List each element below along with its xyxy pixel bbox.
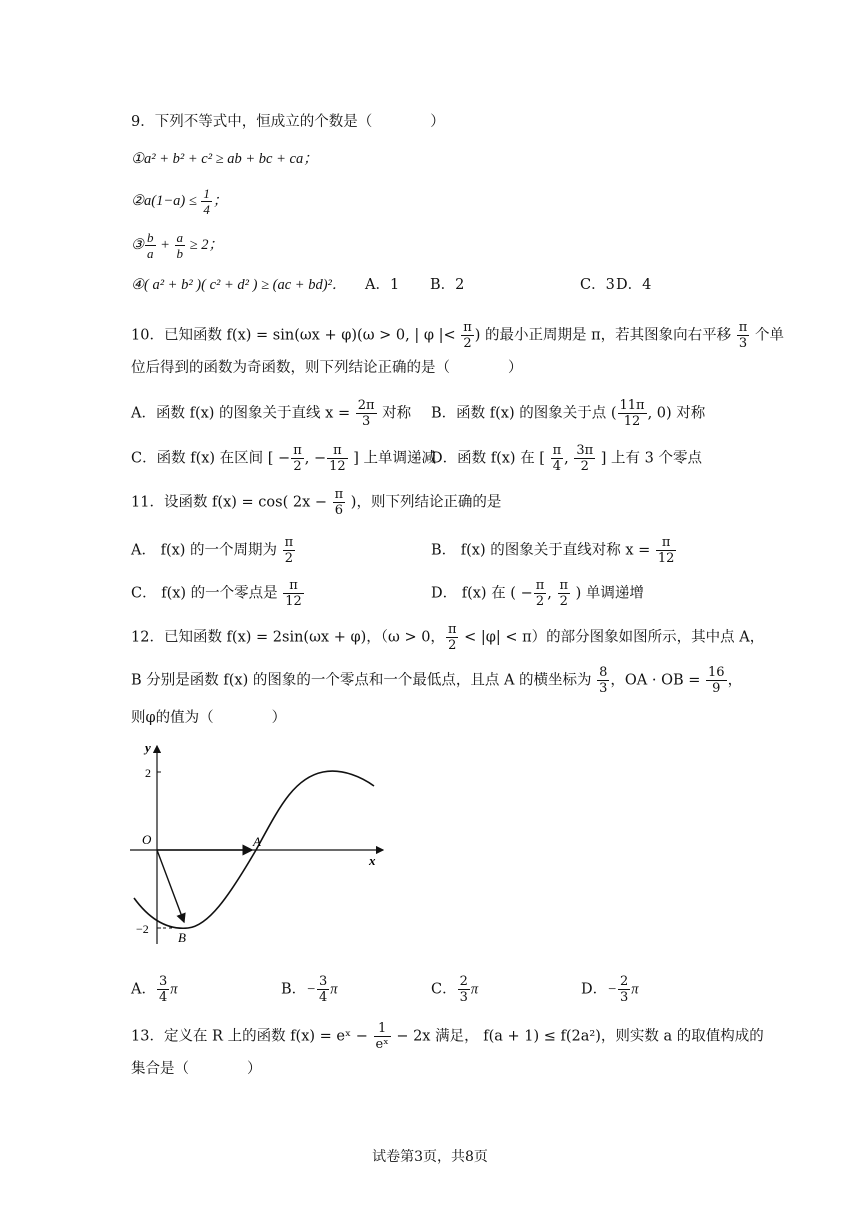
q11-stem: 11．设函数 f(x) = cos( 2x − $\frac{\pi}{6}$ )，则下列结论正确的是 (131, 487, 502, 518)
q10-option-a: A．函数 f(x) 的图象关于直线 x = $\frac{2\pi}{3}$ 对称 (131, 398, 412, 429)
q10-option-b: B．函数 f(x) 的图象关于点 ( $\frac{11\pi}{12}$ , 0) 对称 (431, 398, 706, 429)
q10-stem-line-1: 10．已知函数 f(x) = sin(ωx + φ)(ω > 0, | φ |< $\frac{\pi}{2}$ ) 的最小正周期是 π，若其图象向右平移 $\frac{\pi}{3}$ 个单 (131, 320, 784, 351)
q9-item-1: ①a² + b² + c² ≥ ab + bc + ca； (131, 151, 318, 167)
q12-sine-graph (128, 738, 398, 948)
q12-option-b: B．− $\frac{3}{4}$ π (281, 974, 338, 1005)
q12-stem-line-3: 则φ的值为（ ） (131, 710, 287, 726)
q11-option-b: B． f(x) 的图象关于直线对称 x = $\frac{\pi}{12}$ (431, 535, 675, 566)
q13-stem-line-1: 13．定义在 R 上的函数 f(x) = eˣ − $\frac{1}{\text{eˣ}}$ − 2x 满足， f(a + 1) ≤ f(2a²)，则实数 a 的取值构成的 (131, 1021, 764, 1052)
q12-option-a: A． $\frac{3}{4}$ π (131, 974, 178, 1005)
origin-label: O (142, 832, 152, 847)
q9-item-3: ③ $\frac{b}{a}$ + $\frac{a}{b}$ ≥ 2； (131, 230, 224, 261)
page-footer: 试卷第3页，共8页 (372, 1149, 488, 1165)
q9-stem: 9．下列不等式中，恒成立的个数是（ ） (131, 114, 445, 130)
q13-stem-line-2: 集合是（ ） (131, 1061, 262, 1077)
y-axis-label: y (145, 740, 151, 755)
q12-option-c: C． $\frac{2}{3}$ π (431, 974, 479, 1005)
x-axis-label: x (369, 853, 376, 868)
q11-option-c: C． f(x) 的一个零点是 $\frac{\pi}{12}$ (131, 578, 302, 609)
vector-ob (157, 850, 184, 922)
q12-option-d: D．− $\frac{2}{3}$ π (581, 974, 639, 1005)
q9-option-b: B．2 (430, 277, 465, 293)
point-b-label: B (178, 930, 186, 945)
point-a-label: A (253, 834, 261, 849)
q12-stem-line-2: B 分别是函数 f(x) 的图象的一个零点和一个最低点，且点 A 的横坐标为 $\frac{8}{3}$ ，OA · OB = $\frac{16}{9}$ ， (131, 665, 743, 696)
q10-stem-line-2: 位后得到的函数为奇函数，则下列结论正确的是（ ） (131, 360, 523, 376)
q9-item-4: ④( a² + b² )( c² + d² ) ≥ (ac + bd)²． (131, 277, 347, 293)
y-tick-label-top: 2 (145, 766, 151, 780)
q9-option-c: C．3 (580, 277, 615, 293)
q10-option-d: D．函数 f(x) 在 [ $\frac{\pi}{4}$ , $\frac{3\pi}{2}$ ] 上有 3 个零点 (431, 443, 702, 474)
q9-option-a: A．1 (365, 277, 400, 293)
q12-stem-line-1: 12．已知函数 f(x) = 2sin(ωx + φ)，（ω > 0， $\frac{\pi}{2}$ < |φ| < π）的部分图象如图所示，其中点 A， (131, 622, 765, 653)
q11-option-d: D． f(x) 在 ( − $\frac{\pi}{2}$ , $\frac{\pi}{2}$ ) 单调递增 (431, 578, 644, 609)
y-tick-label-bottom: −2 (136, 922, 149, 936)
q11-option-a: A． f(x) 的一个周期为 $\frac{\pi}{2}$ (131, 535, 294, 566)
q9-item-2: ②a(1−a) ≤ $\frac{1}{4}$ ； (131, 186, 228, 217)
q10-option-c: C．函数 f(x) 在区间 [ − $\frac{\pi}{2}$ , − $\frac{\pi}{12}$ ] 上单调递减 (131, 443, 437, 474)
q9-option-d: D．4 (616, 277, 652, 293)
